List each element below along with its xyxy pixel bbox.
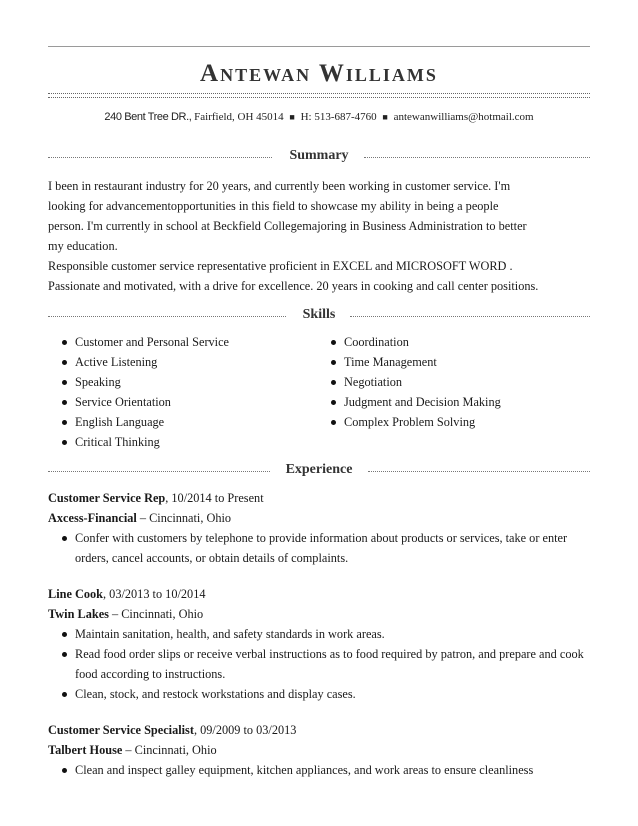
phone: H: 513-687-4760 xyxy=(300,111,377,123)
skills-right-column xyxy=(330,332,590,432)
dotted-rule xyxy=(364,157,590,158)
address-city: Fairfield, OH 45014 xyxy=(191,111,284,123)
square-bullet-icon: ■ xyxy=(382,112,388,122)
company-name: Twin Lakes xyxy=(48,607,109,621)
job-duty: Clean, stock, and restock workstations and display cases. xyxy=(61,684,594,704)
job-location: – Cincinnati, Ohio xyxy=(122,743,217,757)
section-title: Skills xyxy=(302,307,336,322)
skill-item: Critical Thinking xyxy=(61,432,311,452)
job-dates: , 03/2013 to 10/2014 xyxy=(103,587,206,601)
company-name: Axcess-Financial xyxy=(48,511,137,525)
experience-heading xyxy=(48,462,590,478)
job-duty: Clean and inspect galley equipment, kitchen appliances, and work areas to ensure cleanliness xyxy=(61,760,594,780)
skill-item: Judgment and Decision Making xyxy=(330,392,590,412)
top-rule xyxy=(48,46,590,47)
name-divider xyxy=(48,93,590,98)
job-title: Line Cook xyxy=(48,587,104,601)
job-location: – Cincinnati, Ohio xyxy=(136,511,232,525)
summary-line: Passionate and motivated, with a drive for excellence. 20 years in cooking and call center positions. xyxy=(48,279,539,293)
company-name: Talbert House xyxy=(48,743,123,757)
job-title: Customer Service Rep xyxy=(48,491,166,505)
contact-line xyxy=(0,111,638,123)
section-title: Experience xyxy=(285,462,353,477)
job-entry xyxy=(48,584,594,704)
skill-item: Customer and Personal Service xyxy=(61,332,311,352)
skill-item: Time Management xyxy=(330,352,590,372)
dotted-rule xyxy=(350,316,590,317)
job-dates: , 10/2014 to Present xyxy=(165,491,264,505)
skills-heading xyxy=(48,307,590,323)
job-entry xyxy=(48,488,594,568)
skill-item: Service Orientation xyxy=(61,392,311,412)
email: antewanwilliams@hotmail.com xyxy=(393,111,534,123)
summary-heading xyxy=(48,148,590,164)
job-entry xyxy=(48,720,594,780)
job-dates: , 09/2009 to 03/2013 xyxy=(193,723,297,737)
skill-item: English Language xyxy=(61,412,311,432)
candidate-name: Antewan Williams xyxy=(200,60,438,87)
summary-text xyxy=(48,176,594,296)
skill-item: Speaking xyxy=(61,372,311,392)
dotted-rule xyxy=(368,471,590,472)
skills-left-column xyxy=(61,332,311,452)
summary-line: my education. xyxy=(48,239,118,253)
square-bullet-icon: ■ xyxy=(289,112,295,122)
skill-item: Negotiation xyxy=(330,372,590,392)
job-duty: Read food order slips or receive verbal instructions as to food required by patron, and prepare and cook food according to instructions. xyxy=(61,644,594,684)
skill-item: Active Listening xyxy=(61,352,311,372)
summary-line: Responsible customer service representative proficient in EXCEL and MICROSOFT WORD . xyxy=(48,259,513,273)
address-street: 240 Bent Tree DR., xyxy=(104,111,192,123)
skill-item: Coordination xyxy=(330,332,590,352)
job-duty: Maintain sanitation, health, and safety standards in work areas. xyxy=(61,624,594,644)
job-duty: Confer with customers by telephone to provide information about products or services, take or enter orders, cancel accounts, or obtain details of complaints. xyxy=(61,528,594,568)
summary-line: person. I'm currently in school at Beckfield Collegemajoring in Business Administration to better xyxy=(48,219,527,233)
job-location: – Cincinnati, Ohio xyxy=(108,607,204,621)
skill-item: Complex Problem Solving xyxy=(330,412,590,432)
job-title: Customer Service Specialist xyxy=(48,723,194,737)
summary-line: I been in restaurant industry for 20 years, and currently been working in customer service. I'm xyxy=(48,179,511,193)
section-title: Summary xyxy=(289,148,349,163)
summary-line: looking for advancementopportunities in this field to showcase my ability in being a people xyxy=(48,199,499,213)
